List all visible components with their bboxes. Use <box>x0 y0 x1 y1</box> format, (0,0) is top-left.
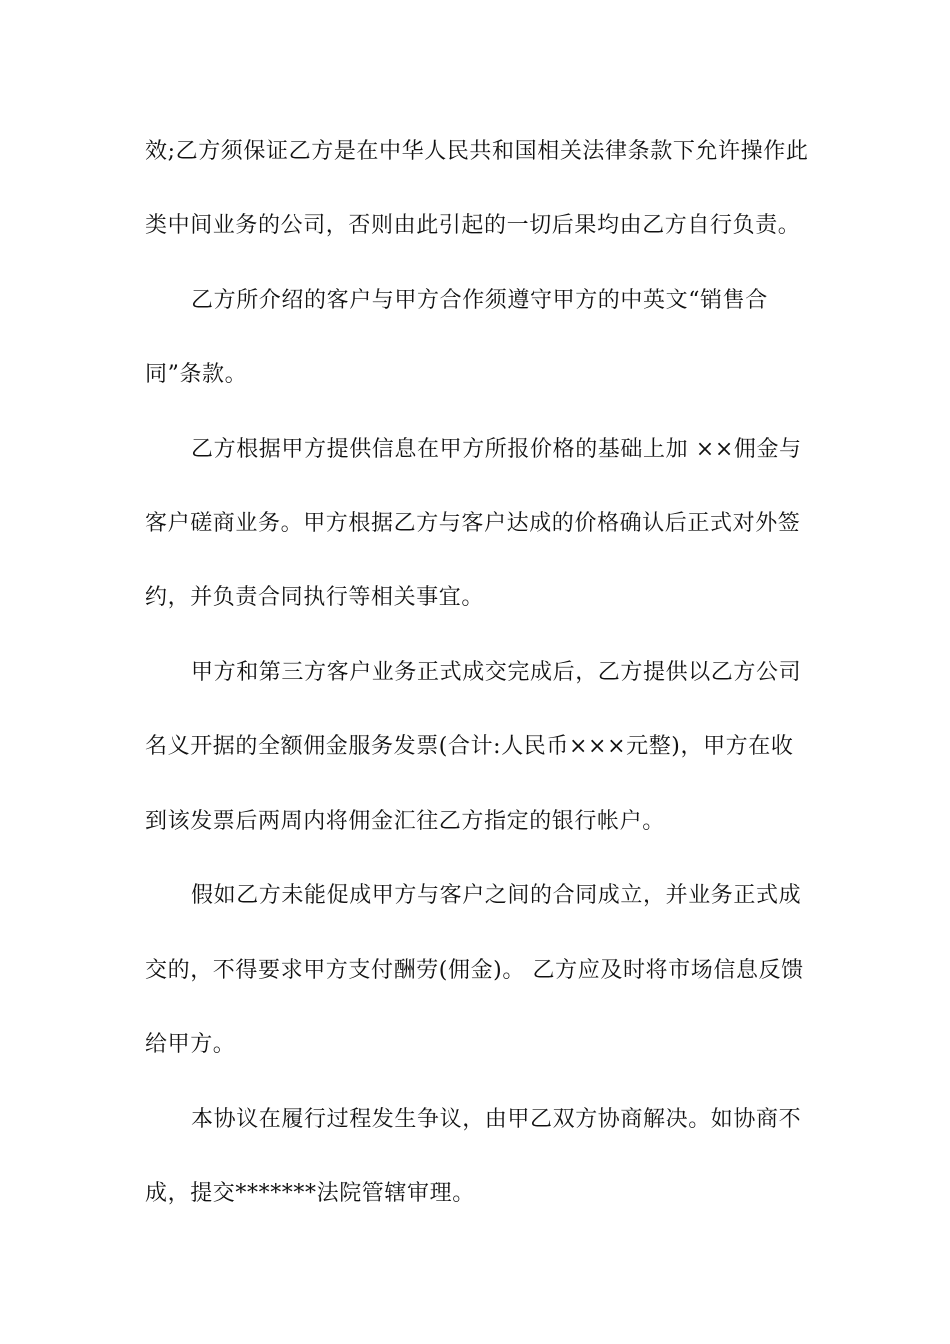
text-line: 客户磋商业务。甲方根据乙方与客户达成的价格确认后正式对外签 <box>145 511 801 536</box>
text-line: 类中间业务的公司，否则由此引起的一切后果均由乙方自行负责。 <box>145 213 801 238</box>
text-line: 乙方所介绍的客户与甲方合作须遵守甲方的中英文“销售合 <box>191 288 768 313</box>
text-line: 给甲方。 <box>145 1032 236 1057</box>
text-line: 同”条款。 <box>145 362 248 387</box>
text-line: 约，并负责合同执行等相关事宜。 <box>145 585 485 610</box>
text-line: 交的，不得要求甲方支付酬劳(佣金)。 乙方应及时将市场信息反馈 <box>145 958 804 983</box>
text-line: 本协议在履行过程发生争议，由甲乙双方协商解决。如协商不 <box>191 1107 802 1132</box>
text-line: 成，提交*******法院管辖审理。 <box>145 1181 475 1206</box>
text-line: 名义开据的全额佣金服务发票(合计:人民币×××元整)，甲方在收 <box>145 734 794 759</box>
text-line: 乙方根据甲方提供信息在甲方所报价格的基础上加 ××佣金与 <box>191 437 802 462</box>
text-line: 到该发票后两周内将佣金汇往乙方指定的银行帐户。 <box>145 809 665 834</box>
text-line: 假如乙方未能促成甲方与客户之间的合同成立，并业务正式成 <box>191 883 802 908</box>
text-line: 效;乙方须保证乙方是在中华人民共和国相关法律条款下允许操作此 <box>145 139 809 164</box>
text-line: 甲方和第三方客户业务正式成交完成后，乙方提供以乙方公司 <box>191 660 802 685</box>
